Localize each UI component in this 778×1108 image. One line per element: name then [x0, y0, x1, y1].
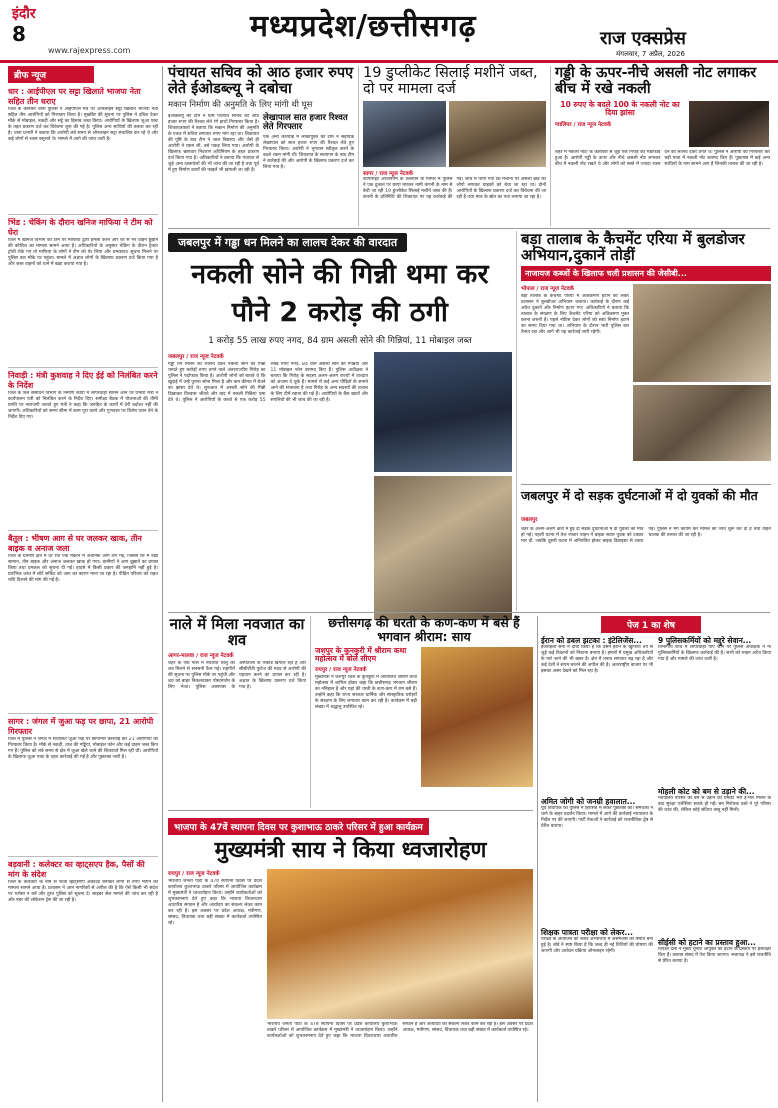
cont-headline: मोहली कोट को बम से उड़ाने की...: [658, 787, 755, 797]
page1-continuation: [541, 616, 771, 1102]
story-road-accidents: [521, 484, 771, 608]
byline: भोपाल / राज न्यूज नेटवर्क: [521, 286, 574, 293]
photo-flag-hoisting: [267, 869, 533, 1019]
story-fake-notes: [555, 66, 770, 226]
section-title: मध्यप्रदेश/छत्तीसगढ़: [250, 9, 477, 44]
headline: गड्डी के ऊपर-नीचे असली नोट लगाकर बीच में रखे नकली: [555, 65, 757, 97]
brief-body: जिले में पुलिस ने जंगल में संचालित जुआ फड़ पर छापामार कार्रवाई कर 21 आरोपियों को गिरफ्तार किया है। मौके से नकदी, ताश की गड्डियां, मोबाइल फोन और कई वाहन जब्त किए गए हैं। पुलिस को लंबे समय से क्षेत्र में जुआ खेले जाने की शिकायतें मिल रही थीं। आरोपियों के खिलाफ जुआ एक्ट के तहत कार्रवाई की गई है और पूछताछ जारी है।: [8, 737, 158, 760]
headline: छत्तीसगढ़ की धरती के कण-कण में बसे हैं भगवान श्रीराम: साय: [328, 615, 520, 644]
byline: जबलपुर: [521, 516, 538, 523]
caption: जशपुर के कुनकुरी में श्रीराम कथा महोत्सव में बोले सीएम: [315, 646, 407, 664]
story-panchayat: [168, 66, 354, 226]
story-body: कॉपीराइट अधिनियम के उल्लंघन के मामले में पुलिस ने एक दुकान पर छापा मारकर नामी कंपनी के नाम से बेची जा रही 19 डुप्लीकेट सिलाई मशीनें जब्त की हैं। कंपनी के प्रतिनिधि की शिकायत पर यह कार्रवाई की गई। जांच में पाया गया कि मशीनों पर असली ब्रांड का लोगो लगाकर ग्राहकों को बेचा जा रहा था। दोनों आरोपियों के खिलाफ प्रकरण दर्ज कर विवेचना की जा रही है तथा माल के स्रोत का पता लगाया जा रहा है।: [363, 177, 546, 201]
story-body: ईओडब्ल्यू की टीम ने ग्राम पंचायत सचिव को आठ हजार रुपए की रिश्वत लेते रंगे हाथों गिरफ्तार किया है। शिकायतकर्ता ने बताया कि मकान निर्माण की अनुमति के एवज में सचिव लगातार रुपए मांग रहा था। शिकायत की पुष्टि के बाद टीम ने जाल बिछाया और जैसे ही आरोपी ने रकम ली, उसे पकड़ लिया गया। आरोपी के खिलाफ भ्रष्टाचार निवारण अधिनियम के तहत प्रकरण दर्ज किया गया है। अधिकारियों ने बताया कि पंचायत से जुड़े अन्य दस्तावेजों की भी जांच की जा रही है तथा पूर्व में हुए निर्माण कार्यों की फाइलें भी खंगाली जा रही हैं।: [168, 114, 259, 174]
brief-item: [8, 87, 158, 215]
brief-item: [8, 534, 158, 714]
brand-name: राज एक्सप्रेस: [600, 28, 686, 49]
brief-headline: निवाड़ी : मंत्री कुशवाह ने दिए ईई को निलंबित करने के निर्देश: [8, 371, 158, 390]
brief-headline: सागर : जंगल में जुआ फड़ पर छापा, 21 आरोपी गिरफ्तार: [8, 717, 154, 736]
byline: ग्वालियर / राज न्यूज नेटवर्क: [555, 121, 612, 128]
headline: बड़ा तालाब के कैचमेंट एरिया में बुलडोजर अभियान,दुकानें तोड़ीं: [521, 230, 745, 265]
cont-body: विपक्षी दलों ने मुख्य चुनाव आयुक्त को हटाने के प्रस्ताव पर हस्ताक्षर किए हैं। प्रस्ताव संसद में पेश किया जाएगा। सत्तापक्ष ने इसे राजनीति से प्रेरित बताया है।: [658, 947, 771, 965]
photo-seized-cash: [374, 476, 512, 620]
edition-date: मंगलवार, 7 अप्रैल, 2026: [616, 50, 685, 58]
headline: जबलपुर में दो सड़क दुर्घटनाओं में दो युवकों की मौत: [521, 488, 758, 503]
lead-kicker: जबलपुर में गड्ढा धन मिलने का लालच देकर की वारदात: [168, 233, 407, 252]
brief-headline: बैतूल : भीषण आग से घर जलकर खाक, तीन बाइक व अनाज जला: [8, 534, 142, 553]
site-url[interactable]: www.rajexpress.com: [48, 46, 131, 55]
cont-body: इजराइली सेना ने दावा किया है कि उसने ईरान के खुफिया तंत्र से जुड़े कई ठिकानों को निशाना बनाया है। हमलों में प्रमुख अधिकारियों के मारे जाने की भी खबर है। क्षेत्र में तनाव लगातार बढ़ रहा है और कई देशों ने संयम बरतने की अपील की है। अंतरराष्ट्रीय बाजार पर भी इसका असर देखने को मिल रहा है।: [541, 645, 653, 675]
brief-news-label: ब्रीफ न्यूज: [8, 66, 94, 83]
city-label: इंदौर: [12, 6, 36, 22]
cont-headline: सीईसी को हटाने का प्रस्ताव हुआ...: [658, 938, 756, 948]
brief-item: [8, 860, 158, 1010]
brief-headline: भिंड : चेकिंग के दौरान खनिज माफिया ने टीम को घेरा: [8, 218, 153, 237]
photo-sewing-machines: [363, 101, 446, 167]
photo-bulldozer-demolition: [633, 284, 771, 382]
cont-body: न्यायालय परिसर को बम से उड़ाने की धमकी भरा ई-मेल मिलने के बाद सुरक्षा एजेंसियां सतर्क हो गईं। बम निरोधक दस्ते ने पूरे परिसर की जांच की, लेकिन कोई संदिग्ध वस्तु नहीं मिली।: [658, 796, 771, 814]
cont-headline: शिक्षक पात्रता परीक्षा को लेकर...: [541, 928, 633, 938]
story-body: बड़ा तालाब के कैचमेंट एरिया में अतिक्रमण हटाने को लेकर प्रशासन ने बुलडोजर अभियान चलाया। कार्रवाई के दौरान कई अवैध दुकानें और निर्माण हटाए गए। अधिकारियों ने बताया कि तालाब के संरक्षण के लिए कैचमेंट एरिया को अतिक्रमण मुक्त करना जरूरी है। पहले नोटिस देकर लोगों को स्वयं निर्माण हटाने का समय दिया गया था। अभियान के दौरान भारी पुलिस बल तैनात रहा और आगे भी यह कार्रवाई जारी रहेगी।: [521, 294, 629, 336]
photo-accused: [689, 101, 769, 147]
cont-body: परीक्षा के आयोजन को लेकर अभ्यर्थियों में असमंजस की स्थिति बनी हुई है। बोर्ड ने स्पष्ट किया है कि जल्द ही नई तिथियों की घोषणा की जाएगी और आवेदन प्रक्रिया ऑनलाइन रहेगी।: [541, 937, 653, 955]
story-flag-hoisting: [168, 810, 533, 1102]
byline: जबलपुर / राज न्यूज नेटवर्क: [168, 354, 224, 360]
story-body: शहर में नकली नोटों के कारोबार से जुड़े एक गिरोह का भंडाफोड़ हुआ है। आरोपी गड्डी के ऊपर और नीचे असली नोट लगाकर बीच में नकली नोट रखते थे और लोगों को सस्ते में ज्यादा रकम देने का लालच देकर ठगते थे। पुलिस ने आरोपी को गिरफ्तार कर बड़ी मात्रा में नकली नोट बरामद किए हैं। पूछताछ में कई अन्य साथियों के नाम सामने आए हैं जिनकी तलाश की जा रही है।: [555, 150, 770, 168]
story-sewing-machines: [363, 66, 546, 226]
subhead-lekhapal: लेखापाल सात हजार रिश्वत लेते गिरफ्तार: [263, 113, 348, 133]
story-body: शहर के एक नाले में नवजात शिशु का शव मिलने से सनसनी फैल गई। राहगीरों की सूचना पर पुलिस मौके पर पहुंची और शव को बाहर निकलवाकर पोस्टमार्टम के लिए भेजा। पुलिस आसपास के अस्पतालों के रिकॉर्ड खंगाल रही है और सीसीटीवी फुटेज की मदद से आरोपी की पहचान करने का प्रयास कर रही है। अज्ञात के खिलाफ प्रकरण दर्ज किया गया है।: [168, 661, 306, 691]
brief-item: [8, 717, 158, 857]
brief-column: [8, 66, 158, 1102]
story-shriram: [315, 616, 533, 808]
photo-demolished-shops: [633, 385, 771, 461]
story-bada-talab: [521, 231, 771, 481]
brief-item: [8, 371, 158, 531]
page-number: 8: [12, 22, 26, 46]
cont-body: पूर्व विधायक को पुलिस ने हिरासत में लेकर पूछताछ की। समर्थकों ने थाने के बाहर प्रदर्शन किया। मामले में आगे की कार्रवाई न्यायालय के निर्देश पर की जाएगी। पार्टी नेताओं ने कार्रवाई को राजनीतिक द्वेष से प्रेरित बताया।: [541, 806, 653, 830]
story-newborn: [168, 616, 306, 808]
story-body: भारतीय जनता पार्टी के 47वें स्थापना दिवस पर प्रदेश कार्यालय कुशाभाऊ ठाकरे परिसर में आयोजित कार्यक्रम में मुख्यमंत्री ने ध्वजारोहण किया। उन्होंने कार्यकर्ताओं को शुभकामनाएं देते हुए कहा कि भाजपा विचारधारा आधारित संगठन है और अंत्योदय का संकल्प लेकर काम कर रही है। इस अवसर पर प्रदेश अध्यक्ष, मंत्रीगण, सांसद, विधायक तथा बड़ी संख्या में कार्यकर्ता उपस्थित रहे।: [168, 878, 262, 926]
headline: पंचायत सचिव को आठ हजार रुपए लेते ईओडब्ल्यू ने दबोचा: [168, 65, 354, 97]
lead-story: [168, 231, 512, 611]
headline: मुख्यमंत्री साय ने किया ध्वजारोहण: [214, 838, 487, 863]
brief-headline: धार : आईपीएल पर सट्टा खिलाते भाजपा नेता सहित तीन धराए: [8, 87, 141, 106]
story-body-continued: भारतीय जनता पार्टी के 47वें स्थापना दिवस पर प्रदेश कार्यालय कुशाभाऊ ठाकरे परिसर में आयोजित कार्यक्रम में मुख्यमंत्री ने ध्वजारोहण किया। उन्होंने कार्यकर्ताओं को शुभकामनाएं देते हुए कहा कि भाजपा विचारधारा आधारित संगठन है और अंत्योदय का संकल्प लेकर काम कर रही है। इस अवसर पर प्रदेश अध्यक्ष, मंत्रीगण, सांसद, विधायक तथा बड़ी संख्या में कार्यकर्ता उपस्थित रहे।: [267, 1021, 533, 1039]
story-body: मुख्यमंत्री ने जशपुर जिले के कुनकुरी में आयोजित श्रीराम कथा महोत्सव में शामिल होकर कहा कि छत्तीसगढ़ भगवान श्रीराम का ननिहाल है और यहां की धरती के कण-कण में राम बसे हैं। उन्होंने कहा कि राज्य सरकार धार्मिक और सांस्कृतिक धरोहरों के संरक्षण के लिए लगातार काम कर रही है। कार्यक्रम में बड़ी संख्या में श्रद्धालु उपस्थित रहे।: [315, 675, 417, 711]
brief-body: जिले के ग्रामीण क्षेत्र में देर रात एक मकान में अचानक आग लग गई, जिससे घर में रखा सामान, तीन बाइक और अनाज जलकर खाक हो गया। ग्रामीणों ने आग बुझाने का प्रयास किया तथा दमकल को सूचना दी गई। हादसे में किसी प्रकार की जनहानि नहीं हुई है। प्रारंभिक जांच में शॉर्ट सर्किट को आग का कारण माना जा रहा है। पीड़ित परिवार को राहत राशि दिलाने की मांग की गई है।: [8, 554, 158, 583]
byline: रायपुर / राज न्यूज नेटवर्क: [168, 870, 220, 877]
caption: 10 रुपए के बदले 100 के नकली नोट का दिया झांसा: [560, 100, 680, 118]
lead-body: गड्ढा धन मिलने का लालच देकर नकली सोने की गिन्नी थमाते हुए करोड़ों रुपए ठगने वाले अंतरराज्यीय गिरोह का पुलिस ने पर्दाफाश किया है। आरोपी लोगों को बताते थे कि खुदाई में उन्हें पुराना सोना मिला है और कम कीमत में बेचने का झांसा देते थे। शुरुआत में असली सोने की गिन्नी दिखाकर विश्वास जीतते और बाद में नकली गिन्नियां थमा देते थे। पुलिस ने आरोपियों के कब्जे से एक करोड़ 55 लाख रुपए नगद, 84 ग्राम असली सोने की गिन्नियां और 11 मोबाइल फोन बरामद किए हैं। पुलिस अधीक्षक ने बताया कि गिरोह के सदस्य अलग-अलग राज्यों में वारदात को अंजाम दे चुके हैं। मामले में कई अन्य पीड़ितों के सामने आने की संभावना है तथा गिरोह के अन्य सदस्यों की तलाश के लिए टीमें रवाना की गई हैं। आरोपियों के बैंक खातों और संपत्तियों की भी जांच की जा रही है।: [168, 362, 368, 403]
brief-item: [8, 218, 158, 368]
cont-headline: ईरान को डबल झटका : इंटेलिजेंस...: [541, 636, 642, 645]
headline: 19 डुप्लीकेट सिलाई मशीनें जब्त, दो पर मामला दर्ज: [363, 65, 538, 97]
photo-police-team: [449, 101, 546, 167]
cont-headline: 9 पुलिसकर्मियों को मद्दुरे सेवान...: [658, 636, 752, 645]
story-body: शहर के अलग-अलग क्षेत्रों में हुई दो सड़क दुर्घटनाओं में दो युवकों की मौत हो गई। पहली घटना में तेज रफ्तार वाहन ने बाइक सवार युवक को टक्कर मार दी, जबकि दूसरी घटना में अनियंत्रित होकर बाइक डिवाइडर से टकरा गई। पुलिस ने मर्ग कायम कर मामले की जांच शुरू कर दी है तथा वाहन चालक की तलाश की जा रही है।: [521, 526, 771, 544]
brief-headline: बड़वानी : कलेक्टर का व्हाट्सएप हैक, पैसों की मांग के संदेश: [8, 860, 145, 879]
brief-body: जिले के जल संसाधन विभाग के निर्माण कार्यों में लापरवाही सामने आने पर प्रभारी मंत्री ने कार्यपालन यंत्री को निलंबित करने के निर्देश दिए। समीक्षा बैठक में योजनाओं की धीमी प्रगति पर नाराजगी जताते हुए मंत्री ने कहा कि जनहित के कार्यों में देरी बर्दाश्त नहीं की जाएगी। अधिकारियों को समय सीमा में काम पूरा करने और गुणवत्ता पर विशेष ध्यान देने के निर्देश दिए गए।: [8, 391, 158, 420]
lead-subheadline: 1 करोड़ 55 लाख रुपए नगद, 84 ग्राम असली सोने की गिन्नियां, 11 मोबाइल जब्त: [208, 336, 472, 346]
byline: आगर-मालवा / राज न्यूज नेटवर्क: [168, 653, 234, 660]
cont-body: विभागीय जांच में लापरवाही पाए जाने पर पुलिस अधीक्षक ने नौ पुलिसकर्मियों के खिलाफ कार्रवाई की है। सभी को लाइन अटैच किया गया है और मामले की जांच जारी है।: [658, 645, 771, 663]
photo-police-press-conference: [374, 352, 512, 472]
cont-headline: अमित जोगी को जनम्री हवालात...: [541, 797, 636, 807]
brief-body: जिले में खनिज विभाग की टीम पर माफिया द्वारा हमला करने और रेत से भरे वाहन छुड़ाने की कोशिश का मामला सामने आया है। अधिकारियों के अनुसार चेकिंग के दौरान ट्रैक्टर ट्रॉली रोके गए तो माफिया के लोगों ने टीम को घेर लिया और धमकाया। सूचना मिलने पर पुलिस बल मौके पर पहुंचा। मामले में अज्ञात लोगों के खिलाफ प्रकरण दर्ज किया गया है और जब्त वाहनों को थाने में खड़ा कराया गया है।: [8, 238, 158, 267]
headline: नाले में मिला नवजात का शव: [169, 615, 305, 650]
story-band: नाजायज कब्जों के खिलाफ चली प्रशासन की जेसीबी...: [521, 266, 771, 281]
story-body: एक अन्य कार्रवाई में लोकायुक्त की टीम ने सहायक लेखापाल को सात हजार रुपए की रिश्वत लेते हुए गिरफ्तार किया। आरोपी ने भुगतान स्वीकृत करने के बदले रकम मांगी थी। शिकायत के सत्यापन के बाद टीम ने कार्रवाई की और आरोपी के खिलाफ प्रकरण दर्ज कर लिया गया है।: [263, 134, 354, 170]
masthead: [0, 0, 778, 64]
lead-headline: नकली सोने की गिन्नी थमा कर पौने 2 करोड़ की ठगी: [191, 259, 489, 328]
byline: रायपुर / राज न्यूज नेटवर्क: [315, 667, 367, 674]
brief-body: जिले के कलेक्टर के नाम से फर्जी व्हाट्सएप अकाउंट बनाकर लोगों से रुपए मांगने का मामला सामने आया है। प्रशासन ने आम नागरिकों से अपील की है कि ऐसे किसी भी संदेश पर भरोसा न करें और तुरंत पुलिस को सूचना दें। साइबर सेल मामले की जांच कर रही है और नंबर की लोकेशन ट्रेस की जा रही है।: [8, 880, 158, 903]
subheadline: मकान निर्माण की अनुमति के लिए मांगी थी घूस: [168, 100, 313, 111]
byline: सागर / राज न्यूज नेटवर्क: [363, 171, 413, 178]
continuation-label: पेज 1 का शेष: [601, 616, 701, 633]
photo-cm-ram-katha: [421, 647, 533, 787]
kicker: भाजपा के 47वें स्थापना दिवस पर कुशाभाऊ ठाकरे परिसर में हुआ कार्यक्रम: [168, 818, 429, 835]
brief-body: जिले के कानवन थाना पुलिस ने आईपीएल मैच पर ऑनलाइन सट्टा खिलाते भाजपा नेता सहित तीन आरोपियों को गिरफ्तार किया है। मुखबिर की सूचना पर पुलिस ने दबिश देकर मौके से मोबाइल, नकदी और सट्टे का हिसाब जब्त किया। आरोपियों के खिलाफ जुआ एक्ट के तहत प्रकरण दर्ज कर विवेचना शुरू की गई है। पुलिस अन्य साथियों की तलाश कर रही है। थाना प्रभारी ने बताया कि आरोपी लंबे समय से ऑनलाइन सट्टा संचालित कर रहे थे और कई लोगों से रकम वसूलते थे। मामले में आगे की जांच जारी है।: [8, 107, 158, 142]
